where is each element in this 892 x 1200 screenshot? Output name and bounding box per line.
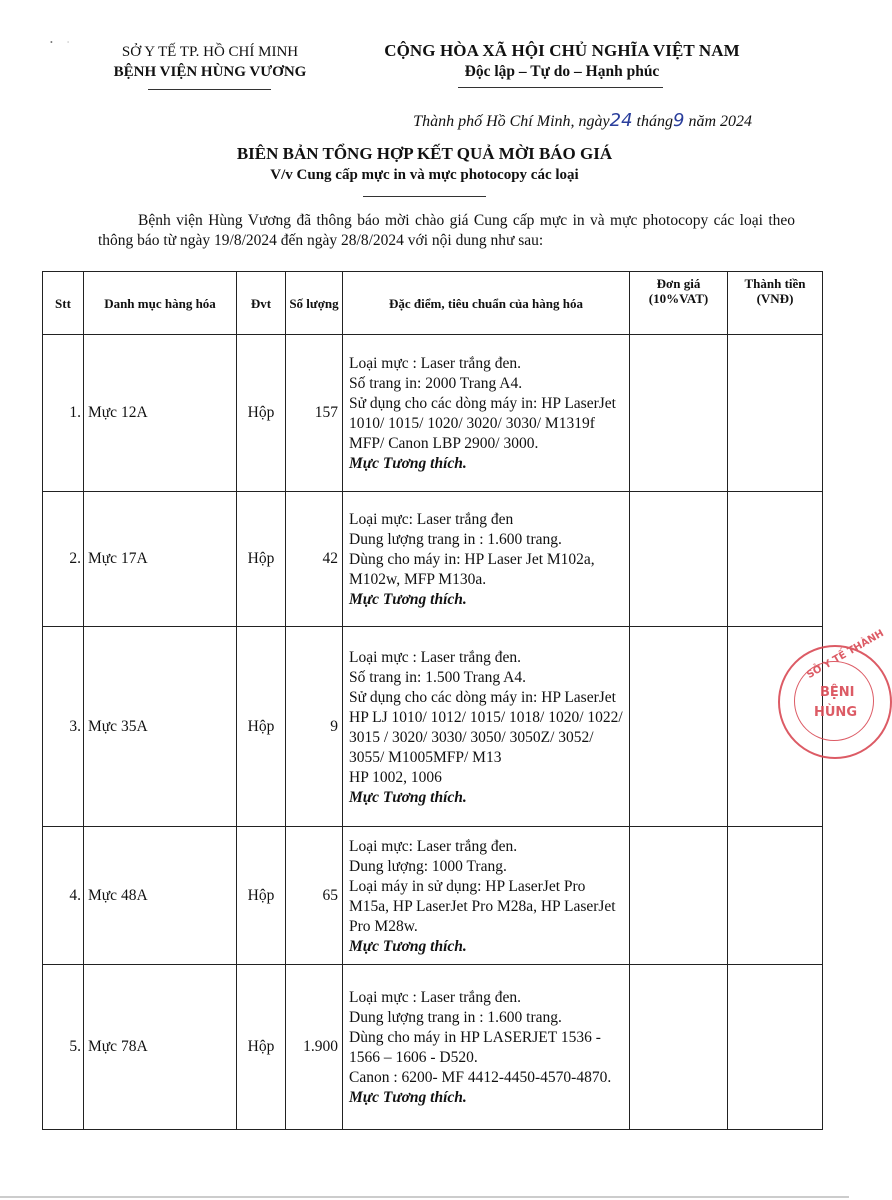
hospital-stamp [778, 627, 892, 759]
table-row [43, 827, 823, 965]
date-year: năm 2024 [688, 113, 752, 130]
spec-line: Loại mực: Laser trắng đen. [349, 837, 518, 855]
row-item-name: Mực 35A [84, 627, 237, 827]
spec-line: Loại mực : Laser trắng đen. [349, 989, 521, 1006]
row-price [630, 492, 728, 627]
spec-compatibility-note: Mực Tương thích. [349, 1089, 467, 1106]
spec-line: Dung lượng trang in : 1.600 trang. [349, 531, 562, 548]
row-item-name: Mực 12A [84, 335, 237, 492]
row-specification [343, 827, 630, 965]
col-header-stt: Stt [43, 272, 84, 335]
scan-specks: • · [50, 38, 76, 47]
document-date [413, 110, 752, 131]
spec-line: Dùng cho máy in HP LASERJET 1536 - 1566 – 1606 - D520. [349, 1029, 601, 1066]
date-month: 9 [672, 110, 685, 131]
row-unit: Hộp [237, 965, 286, 1130]
row-unit: Hộp [237, 627, 286, 827]
issuing-organization [85, 42, 335, 82]
row-price [630, 827, 728, 965]
row-stt: 5. [43, 965, 84, 1130]
row-price [630, 335, 728, 492]
row-item-name: Mực 17A [84, 492, 237, 627]
row-quantity: 42 [286, 492, 343, 627]
col-header-spec: Đặc điểm, tiêu chuẩn của hàng hóa [343, 272, 630, 335]
row-item-name: Mực 48A [84, 827, 237, 965]
row-total [728, 335, 823, 492]
spec-line: Loại mực : Laser trắng đen. [349, 355, 521, 372]
spec-line: Loại mực: Laser trắng đen [349, 511, 514, 528]
spec-line: HP 1002, 1006 [349, 768, 442, 786]
row-unit: Hộp [237, 492, 286, 627]
spec-line: Sử dụng cho các dòng máy in: HP LaserJet HP LJ 1010/ 1012/ 1015/ 1018/ 1020/ 1022/ 3015 / 3020/ 3030/ 3050/ 3050Z/ 3052/ 3055/ M1005MFP/ M13 [349, 688, 623, 766]
row-quantity: 157 [286, 335, 343, 492]
row-unit: Hộp [237, 827, 286, 965]
national-motto [352, 40, 772, 82]
col-header-qty: Số lượng [286, 272, 343, 335]
row-price [630, 965, 728, 1130]
row-total [728, 492, 823, 627]
table-header-row [43, 272, 823, 335]
stamp-line-1: BỆNI [820, 685, 855, 700]
row-stt: 3. [43, 627, 84, 827]
row-stt: 1. [43, 335, 84, 492]
table-row [43, 965, 823, 1130]
spec-line: Canon : 6200- MF 4412-4450-4570-4870. [349, 1069, 612, 1086]
spec-compatibility-note: Mực Tương thích. [349, 455, 467, 472]
spec-compatibility-note: Mực Tương thích. [349, 591, 467, 608]
stamp-arc-text: SỞ Y TẾ THÀNH [805, 627, 886, 682]
row-total [728, 827, 823, 965]
row-stt: 4. [43, 827, 84, 965]
date-month-word: tháng [636, 113, 673, 130]
col-header-unit: Đvt [237, 272, 286, 335]
row-price [630, 627, 728, 827]
table-row [43, 492, 823, 627]
row-total [728, 965, 823, 1130]
title-underline [363, 196, 486, 197]
row-specification [343, 627, 630, 827]
org-underline [148, 89, 271, 90]
spec-line: M102w, MFP M130a. [349, 571, 487, 588]
table-row [43, 335, 823, 492]
org-line-2: BỆNH VIỆN HÙNG VƯƠNG [113, 64, 307, 80]
spec-compatibility-note: Mực Tương thích. [349, 937, 467, 955]
intro-paragraph [98, 211, 795, 251]
org-line-1: SỞ Y TẾ TP. HỒ CHÍ MINH [121, 44, 299, 60]
table-row [43, 627, 823, 827]
spec-line: Dùng cho máy in: HP Laser Jet M102a, [349, 551, 595, 568]
col-header-name: Danh mục hàng hóa [84, 272, 237, 335]
row-specification [343, 965, 630, 1130]
date-day: 24 [609, 110, 633, 131]
spec-compatibility-note: Mực Tương thích. [349, 788, 467, 806]
row-quantity: 65 [286, 827, 343, 965]
spec-line: Dung lượng: 1000 Trang. [349, 857, 507, 875]
title-main: BIÊN BẢN TỔNG HỢP KẾT QUẢ MỜI BÁO GIÁ [236, 144, 613, 163]
row-quantity: 1.900 [286, 965, 343, 1130]
document-title [0, 143, 849, 185]
spec-line: Loại máy in sử dụng: HP LaserJet Pro M15a, HP LaserJet Pro M28a, HP LaserJet Pro M28w. [349, 877, 616, 935]
col-header-price: Đơn giá (10%VAT) [630, 272, 728, 335]
motto-underline [458, 87, 663, 88]
row-specification [343, 492, 630, 627]
nation-line-2: Độc lập – Tự do – Hạnh phúc [464, 63, 660, 80]
intro-text: Bệnh viện Hùng Vương đã thông báo mời chào giá Cung cấp mực in và mực photocopy các loại theo thông báo từ ngày 19/8/2024 đến ngày 28/8/2024 với nội dung như sau: [98, 212, 795, 249]
title-subject: V/v Cung cấp mực in và mực photocopy các loại [270, 167, 579, 183]
row-stt: 2. [43, 492, 84, 627]
quotation-table [42, 271, 823, 1130]
spec-line: Số trang in: 1.500 Trang A4. [349, 668, 526, 686]
date-prefix: Thành phố Hồ Chí Minh, ngày [413, 113, 610, 130]
spec-line: Loại mực : Laser trắng đen. [349, 648, 521, 666]
spec-line: Số trang in: 2000 Trang A4. [349, 375, 523, 392]
row-item-name: Mực 78A [84, 965, 237, 1130]
row-quantity: 9 [286, 627, 343, 827]
scan-edge [0, 1196, 849, 1198]
col-header-total: Thành tiền (VNĐ) [728, 272, 823, 335]
nation-line-1: CỘNG HÒA XÃ HỘI CHỦ NGHĨA VIỆT NAM [384, 41, 740, 60]
spec-line: Dung lượng trang in : 1.600 trang. [349, 1009, 562, 1026]
row-unit: Hộp [237, 335, 286, 492]
spec-line: Sử dụng cho các dòng máy in: HP LaserJet 1010/ 1015/ 1020/ 3020/ 3030/ M1319f MFP/ Canon LBP 2900/ 3000. [349, 395, 616, 452]
stamp-line-2: HÙNG [814, 705, 857, 720]
row-specification [343, 335, 630, 492]
